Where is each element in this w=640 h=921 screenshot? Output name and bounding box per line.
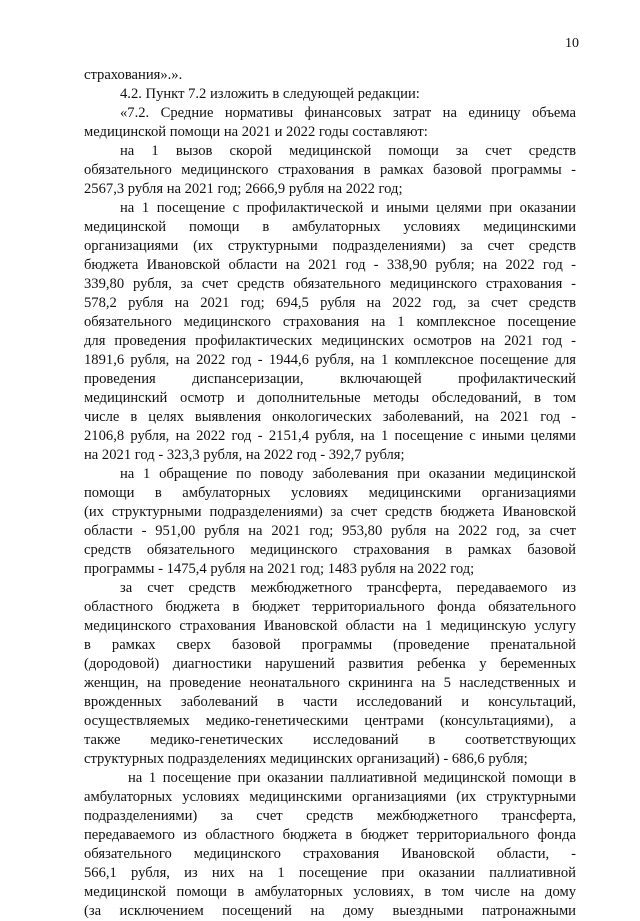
text-line: 2106,8 рубля, на 2022 год - 2151,4 рубля, на 1 посещение с иными целями (84, 428, 576, 444)
text-line: амбулаторных условиях медицинскими организациями (их структурными (84, 789, 576, 805)
text-line: женщин, на проведение неонатального скрининга на 5 наследственных и (84, 675, 576, 691)
text-line: обязательного медицинского страхования в рамках базовой программы - (84, 162, 576, 178)
text-line: организациями (их структурными подразделениями) за счет средств (84, 238, 576, 254)
text-line: (за исключением посещений на дому выездными патронажными (84, 903, 576, 919)
text-line: осуществляемых медико-генетическими центрами (консультациями), а (84, 713, 576, 729)
text-line: на 1 вызов скорой медицинской помощи за счет средств (120, 143, 576, 159)
text-line: (их структурными подразделениями) за счет средств бюджета Ивановской (84, 504, 576, 520)
text-line: врожденных заболеваний в части исследований и консультаций, (84, 694, 576, 710)
text-line: областного бюджета в бюджет территориального фонда обязательного (84, 599, 576, 615)
text-line: медицинского страхования Ивановской области на 1 медицинскую услугу (84, 618, 576, 634)
text-line: бюджета Ивановской области на 2021 год - 338,90 рубля; на 2022 год - (84, 257, 576, 273)
page-number: 10 (565, 36, 579, 51)
text-line: (дородовой) диагностики нарушений развития ребенка у беременных (84, 656, 576, 672)
text-line: 578,2 рубля на 2021 год; 694,5 рубля на 2022 год, за счет средств (84, 295, 576, 311)
text-line: в рамках сверх базовой программы (проведение пренатальной (84, 637, 576, 653)
text-line: на 1 обращение по поводу заболевания при оказании медицинской (120, 466, 576, 482)
text-line: на 2021 год - 323,3 рубля, на 2022 год - 392,7 рубля; (84, 447, 405, 463)
text-line: медицинский осмотр и дополнительные методы обследований, в том (84, 390, 576, 406)
text-line: 566,1 рубля, из них на 1 посещение при оказании паллиативной (84, 865, 576, 881)
text-line: обязательного медицинского страхования на 1 комплексное посещение (84, 314, 576, 330)
text-line: медицинской помощи на 2021 и 2022 годы составляют: (84, 124, 428, 140)
text-line: также медико-генетических исследований в соответствующих (84, 732, 576, 748)
text-line: «7.2. Средние нормативы финансовых затрат на единицу объема (120, 105, 576, 121)
text-line: 4.2. Пункт 7.2 изложить в следующей редакции: (120, 86, 420, 102)
text-line: структурных подразделениях медицинских организаций) - 686,6 рубля; (84, 751, 528, 767)
text-line: обязательного медицинского страхования Ивановской области, - (84, 846, 576, 862)
text-line: на 1 посещение с профилактической и иными целями при оказании (120, 200, 576, 216)
text-line: 2567,3 рубля на 2021 год; 2666,9 рубля на 2022 год; (84, 181, 403, 197)
text-line: страхования».». (84, 67, 183, 83)
text-line: помощи в амбулаторных условиях медицинскими организациями (84, 485, 576, 501)
text-line: программы - 1475,4 рубля на 2021 год; 1483 рубля на 2022 год; (84, 561, 475, 577)
body-text (84, 66, 576, 921)
text-line: медицинской помощи в амбулаторных условиях, в том числе на дому (84, 884, 576, 900)
text-line: медицинской помощи в амбулаторных условиях медицинскими (84, 219, 576, 235)
text-line: передаваемого из областного бюджета в бюджет территориального фонда (84, 827, 576, 843)
text-line: 339,80 рубля, за счет средств обязательного медицинского страхования - (84, 276, 576, 292)
text-line: на 1 посещение при оказании паллиативной медицинской помощи в (128, 770, 576, 786)
text-line: 1891,6 рубля, на 2022 год - 1944,6 рубля, на 1 комплексное посещение для (84, 352, 576, 368)
text-line: числе в целях выявления онкологических заболеваний, на 2021 год - (84, 409, 576, 425)
text-line: за счет средств межбюджетного трансферта, передаваемого из (120, 580, 576, 596)
text-line: средств обязательного медицинского страхования в рамках базовой (84, 542, 576, 558)
text-line: области - 951,00 рубля на 2021 год; 953,80 рубля на 2022 год, за счет (84, 523, 576, 539)
text-line: подразделениями) за счет средств межбюджетного трансферта, (84, 808, 576, 824)
text-line: для проведения профилактических медицинских осмотров на 2021 год - (84, 333, 576, 349)
text-line: проведения диспансеризации, включающей профилактический (84, 371, 576, 387)
